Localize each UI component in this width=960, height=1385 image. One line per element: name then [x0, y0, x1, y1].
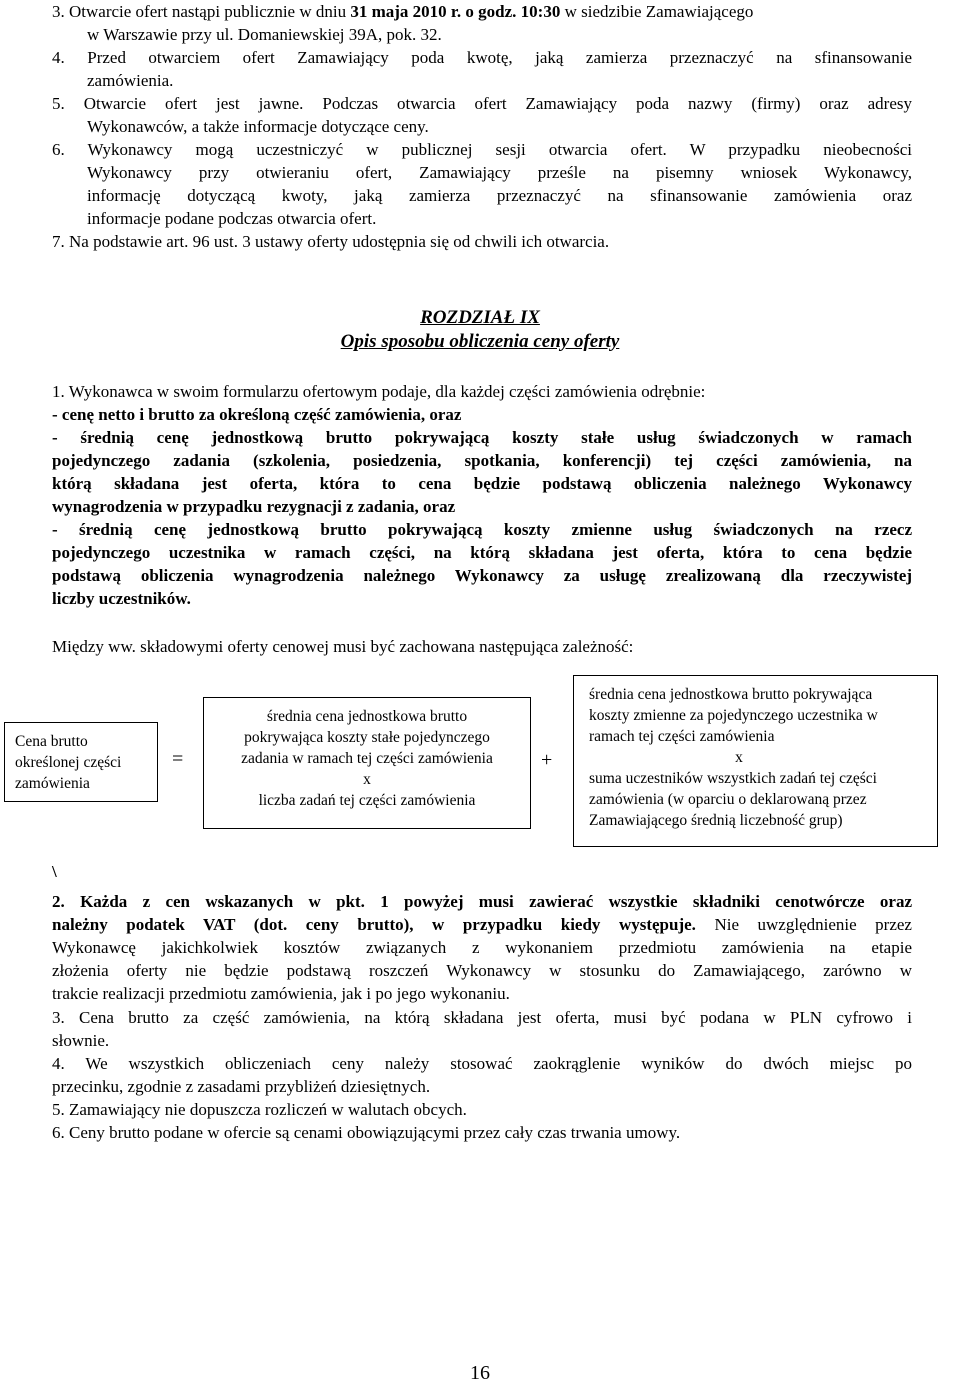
- item-6-line-2: Wykonawcy przy otwieraniu ofert, Zamawiający prześle na pisemny wniosek Wykonawcy,: [87, 163, 912, 182]
- item-4-line-2: zamówienia.: [87, 71, 174, 90]
- chapter-title: ROZDZIAŁ IX: [420, 307, 540, 328]
- section1-intro: 1. Wykonawca w swoim formularzu ofertowym podaje, dla każdej części zamówienia odrębnie:: [52, 382, 706, 401]
- box3-line: koszty zmienne za pojedynczego uczestnika w: [589, 707, 878, 724]
- relation-text: Między ww. składowymi oferty cenowej musi być zachowana następująca zależność:: [52, 637, 634, 656]
- bullet-1: - cenę netto i brutto za określoną część zamówienia, oraz: [52, 405, 462, 424]
- equals-sign: =: [172, 748, 184, 770]
- chapter-subtitle: Opis sposobu obliczenia ceny oferty: [340, 331, 620, 352]
- plus-sign: +: [541, 749, 553, 771]
- box2-line: liczba zadań tej części zamówienia: [258, 792, 476, 809]
- bullet-3-line-1: - średnią cenę jednostkową brutto pokrywającą koszty zmienne usług świadczonych na rzecz: [52, 520, 912, 539]
- p2-line-2: należny podatek VAT (dot. ceny brutto), w przypadku kiedy występuje. Nie uwzględnienie przez: [52, 915, 912, 934]
- p2-line-4: złożenia oferty nie będzie podstawą roszczeń Wykonawcy w stosunku do Zamawiającego, zarówno w: [52, 961, 912, 980]
- item-7-line-1: 7. Na podstawie art. 96 ust. 3 ustawy oferty udostępnia się od chwili ich otwarcia.: [52, 232, 610, 251]
- formula-box-total-price: [4, 722, 158, 802]
- bullet-2-line-2: pojedynczego zadania (szkolenia, posiedzenia, spotkania, konferencji) tej części zamówienia, na: [52, 451, 912, 470]
- p5-line: 5. Zamawiający nie dopuszcza rozliczeń w walutach obcych.: [52, 1100, 467, 1119]
- bullet-2-line-3: którą składana jest oferta, która to cena będzie podstawą obliczenia należnego Wykonawcy: [52, 474, 912, 493]
- formula-box-fixed-costs: [203, 697, 531, 829]
- item-5-line-1: 5. Otwarcie ofert jest jawne. Podczas otwarcia ofert Zamawiający poda nazwy (firmy) oraz adresy: [52, 94, 912, 113]
- p4-line-1: 4. We wszystkich obliczeniach ceny należy stosować zaokrąglenie wyników do dwóch miejsc po: [52, 1054, 912, 1073]
- item-6-line-4: informacje podane podczas otwarcia ofert.: [87, 209, 377, 228]
- box1-line: zamówienia: [15, 775, 90, 792]
- item-3-line-1: 3. Otwarcie ofert nastąpi publicznie w dniu 31 maja 2010 r. o godz. 10:30 w siedzibie Zamawiającego: [52, 2, 754, 21]
- bullet-2-line-1: - średnią cenę jednostkową brutto pokrywającą koszty stałe usług świadczonych w ramach: [52, 428, 912, 447]
- box3-line: średnia cena jednostkowa brutto pokrywająca: [589, 686, 873, 703]
- box2-line: pokrywająca koszty stałe pojedynczego: [244, 729, 490, 746]
- p2-line-1: 2. Każda z cen wskazanych w pkt. 1 powyżej musi zawierać wszystkie składniki cenotwórcze oraz: [52, 892, 912, 911]
- box3-line: zamówienia (w oparciu o deklarowaną przez: [589, 791, 867, 808]
- box3-line: x: [735, 749, 743, 766]
- page-number: 16: [470, 1362, 490, 1384]
- p4-line-2: przecinku, zgodnie z zasadami przybliżeń dziesiętnych.: [52, 1077, 431, 1096]
- p3-line-2: słownie.: [52, 1031, 110, 1050]
- p3-line-1: 3. Cena brutto za część zamówienia, na którą składana jest oferta, musi być podana w PLN cyfrowo i: [52, 1008, 912, 1027]
- p2-line-3: Wykonawcę jakichkolwiek kosztów związanych z wykonaniem przedmiotu zamówienia na etapie: [52, 938, 912, 957]
- box2-line: zadania w ramach tej części zamówienia: [241, 750, 493, 767]
- item-6-line-3: informację dotyczącą kwoty, jaką zamierza przeznaczyć na sfinansowanie zamówienia oraz: [87, 186, 912, 205]
- item-6-line-1: 6. Wykonawcy mogą uczestniczyć w publicznej sesji otwarcia ofert. W przypadku nieobecności: [52, 140, 912, 159]
- p6-line: 6. Ceny brutto podane w ofercie są cenami obowiązującymi przez cały czas trwania umowy.: [52, 1123, 681, 1142]
- box2-line: średnia cena jednostkowa brutto: [266, 708, 468, 725]
- item-5-line-2: Wykonawców, a także informacje dotyczące ceny.: [87, 117, 429, 136]
- bullet-3-line-3: podstawą obliczenia wynagrodzenia należnego Wykonawcy za usługę zrealizowaną dla rzeczywistej: [52, 566, 912, 585]
- box1-line: Cena brutto: [15, 733, 88, 750]
- bullet-2-line-4: wynagrodzenia w przypadku rezygnacji z zadania, oraz: [52, 497, 456, 516]
- item-4-line-1: 4. Przed otwarciem ofert Zamawiający poda kwotę, jaką zamierza przeznaczyć na sfinansowanie: [52, 48, 912, 67]
- box3-line: suma uczestników wszystkich zadań tej części: [589, 770, 877, 787]
- backslash-mark: \: [52, 862, 57, 881]
- bullet-3-line-2: pojedynczego uczestnika w ramach części, na którą składana jest oferta, która to cena będzie: [52, 543, 912, 562]
- box3-line: Zamawiającego średnią liczebność grup): [589, 812, 843, 829]
- box2-line: x: [363, 771, 371, 788]
- item-3-line-2: w Warszawie przy ul. Domaniewskiej 39A, pok. 32.: [87, 25, 442, 44]
- bullet-3-line-4: liczby uczestników.: [52, 589, 191, 608]
- formula-box-variable-costs: [573, 675, 938, 847]
- box3-line: ramach tej części zamówienia: [589, 728, 775, 745]
- p2-line-5: trakcie realizacji przedmiotu zamówienia, jak i po jego wykonaniu.: [52, 984, 510, 1003]
- box1-line: określonej części: [15, 754, 122, 771]
